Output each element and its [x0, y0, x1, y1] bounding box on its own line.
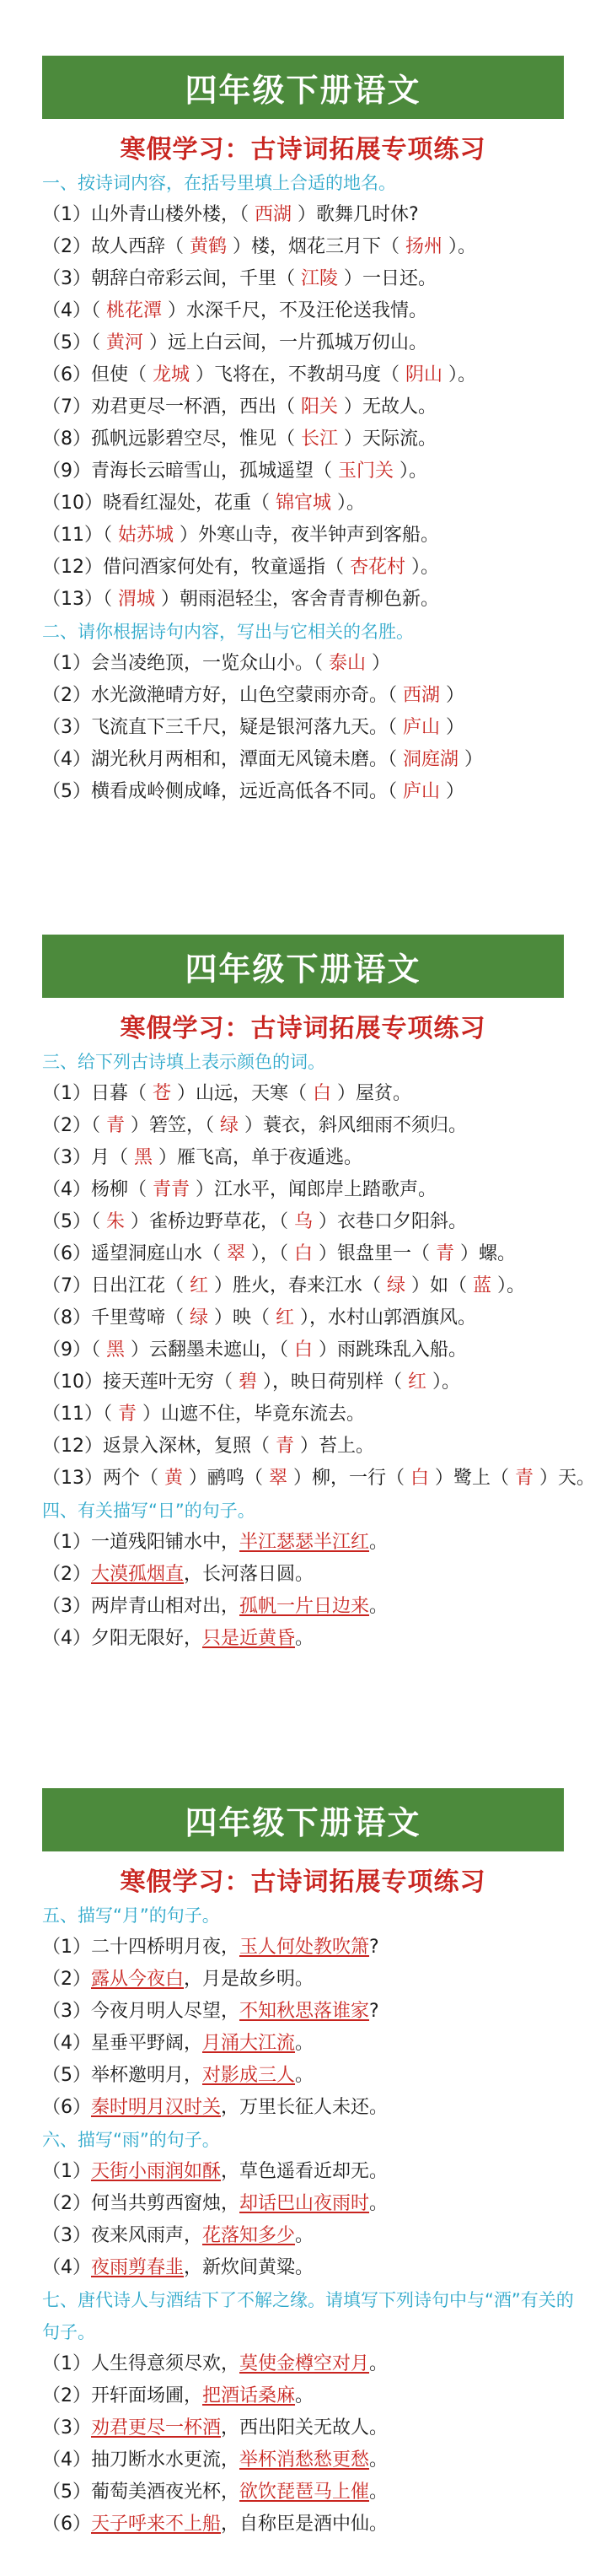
text-segment: （12）借问酒家何处有，牧童遥指（ [42, 557, 350, 578]
text-segment: ）如（ [405, 1275, 474, 1296]
text-segment: ，新炊间黄粱。 [184, 2257, 314, 2278]
text-segment: （1）日暮（ [42, 1083, 153, 1104]
text-segment: （3）月（ [42, 1147, 134, 1168]
question-line [42, 2348, 582, 2380]
text-segment: （8）孤帆远影碧空尽，惟见（ [42, 428, 301, 450]
text-segment: （9）青海长云暗雪山，孤城遥望（ [42, 461, 338, 482]
fill-answer: 红 [190, 1275, 209, 1296]
text-segment: （5）（ [42, 332, 106, 353]
question-line [42, 423, 582, 455]
question-line [42, 2028, 582, 2060]
text-segment: ）箬笠，（ [125, 1115, 221, 1136]
question-line [42, 1366, 582, 1398]
question-line [42, 2476, 582, 2509]
text-segment: ）楼，烟花三月下（ [227, 236, 406, 257]
text-segment: （3）飞流直下三千尺，疑是银河落九天。（ [42, 717, 403, 738]
question-line [42, 1463, 596, 1495]
text-segment: ）一日还。 [338, 268, 437, 289]
question-line [42, 1398, 582, 1431]
fill-answer: 江陵 [301, 268, 339, 289]
underlined-answer: 不知秋思落谁家 [239, 2001, 370, 2022]
text-segment: ）山遮不住，毕竟东流去。 [137, 1404, 366, 1425]
text-segment: （2）何当共剪西窗烛， [42, 2193, 239, 2214]
text-segment: 二、请你根据诗句内容，写出与它相关的名胜。 [42, 622, 414, 642]
text-segment: （9）（ [42, 1339, 106, 1361]
text-segment: 。 [295, 2033, 314, 2054]
question-line [42, 1142, 582, 1174]
fill-answer: 黑 [106, 1339, 126, 1361]
text-segment: （7）劝君更尽一杯酒，西出（ [42, 396, 301, 418]
text-segment: 三、给下列古诗填上表示颜色的词。 [42, 1052, 325, 1072]
page-subtitle: 寒假学习：古诗词拓展专项练习 [120, 135, 486, 164]
text-segment: ）雀桥边野草花，（ [125, 1211, 295, 1232]
text-segment: （2） [42, 1969, 91, 1990]
fill-answer: 黑 [134, 1147, 153, 1168]
text-segment: （10）晓看红湿处，花重（ [42, 493, 276, 514]
text-segment: ）胜火，春来江水（ [208, 1275, 388, 1296]
worksheet-page-2 [0, 843, 606, 1738]
text-segment: 。 [295, 2065, 314, 2086]
text-segment: ）天际流。 [338, 428, 437, 450]
text-segment: （6） [42, 2514, 91, 2535]
page-banner: 四年级下册语文 [42, 56, 564, 119]
fill-answer: 锦官城 [276, 493, 332, 514]
underlined-answer: 半江瑟瑟半江红 [239, 1532, 370, 1553]
question-line [42, 1591, 582, 1623]
text-segment: ） [440, 781, 465, 802]
text-segment: 。 [369, 2449, 389, 2471]
underlined-answer: 劝君更尽一杯酒 [91, 2417, 222, 2439]
text-segment: 。 [369, 2193, 389, 2214]
text-segment: （5）横看成岭侧成峰，远近高低各不同。（ [42, 781, 403, 802]
text-segment: ）雨跳珠乱入船。 [313, 1339, 468, 1361]
question-line [42, 2156, 582, 2188]
question-line [42, 1270, 582, 1302]
fill-answer: 长江 [301, 428, 339, 450]
text-segment: （6）遥望洞庭山水（ [42, 1243, 227, 1264]
underlined-answer: 天街小雨润如酥 [91, 2161, 222, 2182]
underlined-answer: 举杯消愁愁更愁 [239, 2449, 370, 2471]
underlined-answer: 秦时明月汉时关 [91, 2097, 222, 2118]
text-segment: （1）人生得意须尽欢， [42, 2353, 239, 2374]
text-segment: （13）两个（ [42, 1468, 164, 1489]
text-segment: ）。 [405, 557, 440, 578]
text-segment: （2）水光潋滟晴方好，山色空蒙雨亦奇。（ [42, 685, 403, 706]
fill-answer: 阳关 [301, 396, 339, 418]
underlined-answer: 月涌大江流 [202, 2033, 296, 2054]
question-line [42, 1110, 582, 1142]
text-segment: ）山远，天寒（ [171, 1083, 314, 1104]
text-segment: 五、描写“月”的句子。 [42, 1905, 220, 1926]
text-segment: ，长河落日圆。 [184, 1564, 314, 1585]
question-line [42, 2220, 582, 2252]
fill-answer: 蓝 [473, 1275, 492, 1296]
text-segment: 。 [369, 1532, 389, 1553]
section-heading [42, 616, 582, 648]
text-segment: 。 [295, 1628, 314, 1649]
question-line [42, 263, 582, 295]
underlined-answer: 对影成三人 [202, 2065, 296, 2086]
section-heading [42, 2284, 582, 2348]
fill-answer: 青 [106, 1115, 126, 1136]
text-segment: （2）开轩面场圃， [42, 2385, 202, 2406]
text-segment: ，西出阳关无故人。 [221, 2417, 389, 2439]
underlined-answer: 大漠孤烟直 [91, 1564, 185, 1585]
underlined-answer: 花落知多少 [202, 2225, 296, 2246]
question-line [42, 1431, 582, 1463]
fill-answer: 黄 [164, 1468, 184, 1489]
text-segment: ）映（ [208, 1307, 276, 1328]
text-segment: （1）山外青山楼外楼，（ [42, 204, 255, 225]
fill-answer: 白 [410, 1468, 430, 1489]
fill-answer: 庐山 [403, 717, 441, 738]
text-segment: ），映日荷别样（ [257, 1372, 409, 1393]
text-segment: ）水深千尺，不及汪伦送我情。 [162, 300, 428, 321]
question-line [42, 680, 582, 712]
text-segment: （1）会当凌绝顶，一览众山小。（ [42, 653, 329, 674]
section-heading [42, 1046, 582, 1078]
question-line [42, 552, 582, 584]
page-subtitle: 寒假学习：古诗词拓展专项练习 [120, 1014, 486, 1043]
fill-answer: 乌 [294, 1211, 314, 1232]
fill-answer: 翠 [269, 1468, 288, 1489]
question-line [42, 2060, 582, 2092]
section-heading [42, 167, 582, 199]
question-line [42, 744, 582, 776]
fill-answer: 青 [515, 1468, 534, 1489]
text-segment: ）鹭上（ [429, 1468, 516, 1489]
text-segment: 。 [295, 2385, 314, 2406]
fill-answer: 红 [408, 1372, 427, 1393]
fill-answer: 渭城 [118, 589, 156, 610]
text-segment: ）远上白云间，一片孤城万仞山。 [143, 332, 428, 353]
text-segment: ）银盘里一（ [313, 1243, 437, 1264]
text-segment: （1） [42, 2161, 91, 2182]
text-segment: ，自称臣是酒中仙。 [221, 2514, 389, 2535]
fill-answer: 西湖 [403, 685, 441, 706]
text-segment: ）蓑衣，斜风细雨不须归。 [239, 1115, 468, 1136]
text-segment: （4）抽刀断水水更流， [42, 2449, 239, 2471]
underlined-answer: 只是近黄昏 [202, 1628, 296, 1649]
text-segment: ）。 [331, 493, 366, 514]
text-segment: ） [440, 685, 465, 706]
fill-answer: 碧 [239, 1372, 258, 1393]
text-segment: ? [369, 2001, 379, 2022]
text-segment: （4）（ [42, 300, 106, 321]
fill-answer: 白 [313, 1083, 332, 1104]
text-segment: ）。 [442, 364, 477, 385]
text-segment: ）江水平，闻郎岸上踏歌声。 [190, 1179, 437, 1200]
text-segment: ）雁飞高，单于夜遁逃。 [153, 1147, 363, 1168]
worksheet-page-3 [0, 1738, 606, 2576]
text-segment: 。 [369, 1596, 389, 1617]
text-segment: （4）杨柳（ [42, 1179, 153, 1200]
text-segment: （5）举杯邀明月， [42, 2065, 202, 2086]
text-segment: 七、唐代诗人与酒结下了不解之缘。请填写下列诗句中与“酒”有关的句子。 [42, 2290, 574, 2342]
text-segment: ），（ [245, 1243, 295, 1264]
fill-answer: 洞庭湖 [403, 749, 459, 770]
text-segment: ）外寒山寺，夜半钟声到客船。 [174, 525, 440, 546]
fill-answer: 白 [294, 1339, 314, 1361]
page-banner: 四年级下册语文 [42, 1788, 564, 1851]
text-segment: 。 [369, 2353, 389, 2374]
fill-answer: 黄河 [106, 332, 144, 353]
text-segment: （3）夜来风雨声， [42, 2225, 202, 2246]
text-segment: ，月是故乡明。 [184, 1969, 314, 1990]
text-segment: （13）（ [42, 589, 118, 610]
fill-answer: 泰山 [329, 653, 367, 674]
question-line [42, 231, 582, 263]
question-line [42, 712, 582, 744]
text-segment: 六、描写“雨”的句子。 [42, 2130, 220, 2150]
fill-answer: 绿 [190, 1307, 209, 1328]
question-line [42, 1174, 582, 1206]
text-segment: ）苔上。 [294, 1436, 375, 1457]
text-segment: ）歌舞几时休? [292, 204, 419, 225]
text-segment: （1）二十四桥明月夜， [42, 1937, 239, 1958]
question-line [42, 1302, 582, 1334]
text-segment: ）飞将在，不教胡马度（ [190, 364, 406, 385]
text-segment: ）柳，一行（ [287, 1468, 411, 1489]
question-line [42, 1559, 582, 1591]
text-segment: ）鹂鸣（ [183, 1468, 270, 1489]
text-segment: ）。 [394, 461, 428, 482]
question-line [42, 391, 582, 423]
text-segment: （7）日出江花（ [42, 1275, 190, 1296]
question-line [42, 2380, 582, 2412]
fill-answer: 绿 [220, 1115, 239, 1136]
text-segment: ，草色遥看近却无。 [221, 2161, 389, 2182]
text-segment: ）无故人。 [338, 396, 437, 418]
text-segment: （4） [42, 2257, 91, 2278]
fill-answer: 姑苏城 [118, 525, 174, 546]
text-segment: （11）（ [42, 1404, 118, 1425]
underlined-answer: 夜雨剪春韭 [91, 2257, 185, 2278]
text-segment: （4）湖光秋月两相和，潭面无风镜未磨。（ [42, 749, 403, 770]
text-segment: （2）故人西辞（ [42, 236, 190, 257]
question-line [42, 520, 582, 552]
text-segment: ? [369, 1937, 379, 1958]
fill-answer: 黄鹤 [190, 236, 228, 257]
fill-answer: 青青 [153, 1179, 190, 1200]
text-segment: （3） [42, 2417, 91, 2439]
text-segment: ）朝雨浥轻尘，客舍青青柳色新。 [155, 589, 440, 610]
text-segment: ），水村山郭酒旗风。 [294, 1307, 477, 1328]
fill-answer: 红 [276, 1307, 295, 1328]
question-line [42, 584, 582, 616]
text-segment: （4）星垂平野阔， [42, 2033, 202, 2054]
fill-answer: 青 [118, 1404, 137, 1425]
text-segment: ）屋贫。 [331, 1083, 412, 1104]
underlined-answer: 天子呼来不上船 [91, 2514, 222, 2535]
fill-answer: 青 [436, 1243, 455, 1264]
text-segment: （3）今夜月明人尽望， [42, 2001, 239, 2022]
page-subtitle: 寒假学习：古诗词拓展专项练习 [120, 1867, 486, 1897]
text-segment: （2） [42, 1564, 91, 1585]
text-segment: ）。 [442, 236, 477, 257]
text-segment: ）云翻墨未遮山，（ [125, 1339, 295, 1361]
text-segment: 一、按诗词内容，在括号里填上合适的地名。 [42, 173, 396, 193]
text-segment: ） [366, 653, 391, 674]
question-line [42, 1078, 582, 1110]
text-segment: 。 [369, 2482, 389, 2503]
question-line [42, 455, 582, 488]
fill-answer: 西湖 [255, 204, 292, 225]
underlined-answer: 欲饮琵琶马上催 [239, 2482, 370, 2503]
question-line [42, 1964, 582, 1996]
fill-answer: 绿 [387, 1275, 406, 1296]
section-heading [42, 1900, 582, 1932]
page-banner: 四年级下册语文 [42, 935, 564, 998]
text-segment: （1）一道残阳铺水中， [42, 1532, 239, 1553]
question-line [42, 1206, 582, 1238]
underlined-answer: 却话巴山夜雨时 [239, 2193, 370, 2214]
question-line [42, 648, 582, 680]
question-line [42, 1623, 582, 1655]
question-line [42, 2188, 582, 2220]
question-line [42, 2509, 582, 2541]
question-lines [42, 167, 582, 808]
question-line [42, 1527, 582, 1559]
text-segment: （12）返景入深林，复照（ [42, 1436, 276, 1457]
text-segment: （10）接天莲叶无穷（ [42, 1372, 239, 1393]
fill-answer: 庐山 [403, 781, 441, 802]
question-line [42, 1238, 582, 1270]
question-line [42, 1996, 582, 2028]
text-segment: （5）（ [42, 1211, 106, 1232]
text-segment: ） [440, 717, 465, 738]
text-segment: （6）但使（ [42, 364, 153, 385]
text-segment: （2）（ [42, 1115, 106, 1136]
question-lines [42, 1900, 582, 2541]
fill-answer: 扬州 [405, 236, 443, 257]
text-segment: （3）朝辞白帝彩云间，千里（ [42, 268, 301, 289]
section-heading [42, 1495, 582, 1527]
underlined-answer: 把酒话桑麻 [202, 2385, 296, 2406]
question-line [42, 1932, 582, 1964]
fill-answer: 白 [294, 1243, 314, 1264]
fill-answer: 青 [276, 1436, 295, 1457]
question-line [42, 488, 582, 520]
fill-answer: 桃花潭 [106, 300, 163, 321]
text-segment: （6） [42, 2097, 91, 2118]
question-lines [42, 1046, 596, 1655]
text-segment: ）。 [426, 1372, 461, 1393]
fill-answer: 玉门关 [338, 461, 394, 482]
text-segment: 四、有关描写“日”的句子。 [42, 1501, 255, 1521]
text-segment: ）天。 [534, 1468, 596, 1489]
text-segment: ，万里长征人未还。 [221, 2097, 389, 2118]
question-line [42, 776, 582, 808]
question-line [42, 1334, 582, 1366]
text-segment: ）衣巷口夕阳斜。 [313, 1211, 468, 1232]
underlined-answer: 露从今夜白 [91, 1969, 185, 1990]
question-line [42, 295, 582, 327]
question-line [42, 2412, 582, 2444]
underlined-answer: 玉人何处教吹箫 [239, 1937, 370, 1958]
question-line [42, 199, 582, 231]
text-segment: ）。 [491, 1275, 526, 1296]
underlined-answer: 莫使金樽空对月 [239, 2353, 370, 2374]
text-segment: （5）葡萄美酒夜光杯， [42, 2482, 239, 2503]
question-line [42, 2252, 582, 2284]
section-heading [42, 2124, 582, 2156]
fill-answer: 阴山 [405, 364, 443, 385]
fill-answer: 杏花村 [350, 557, 406, 578]
fill-answer: 苍 [153, 1083, 172, 1104]
text-segment: ）螺。 [454, 1243, 517, 1264]
text-segment: 。 [295, 2225, 314, 2246]
underlined-answer: 孤帆一片日边来 [239, 1596, 370, 1617]
question-line [42, 2092, 582, 2124]
text-segment: （4）夕阳无限好， [42, 1628, 202, 1649]
question-line [42, 359, 582, 391]
text-segment: （3）两岸青山相对出， [42, 1596, 239, 1617]
fill-answer: 龙城 [153, 364, 190, 385]
fill-answer: 翠 [227, 1243, 246, 1264]
worksheet-page-1 [0, 0, 606, 843]
text-segment: ） [459, 749, 484, 770]
text-segment: （11）（ [42, 525, 118, 546]
text-segment: （8）千里莺啼（ [42, 1307, 190, 1328]
fill-answer: 朱 [106, 1211, 126, 1232]
question-line [42, 2444, 582, 2476]
question-line [42, 327, 582, 359]
